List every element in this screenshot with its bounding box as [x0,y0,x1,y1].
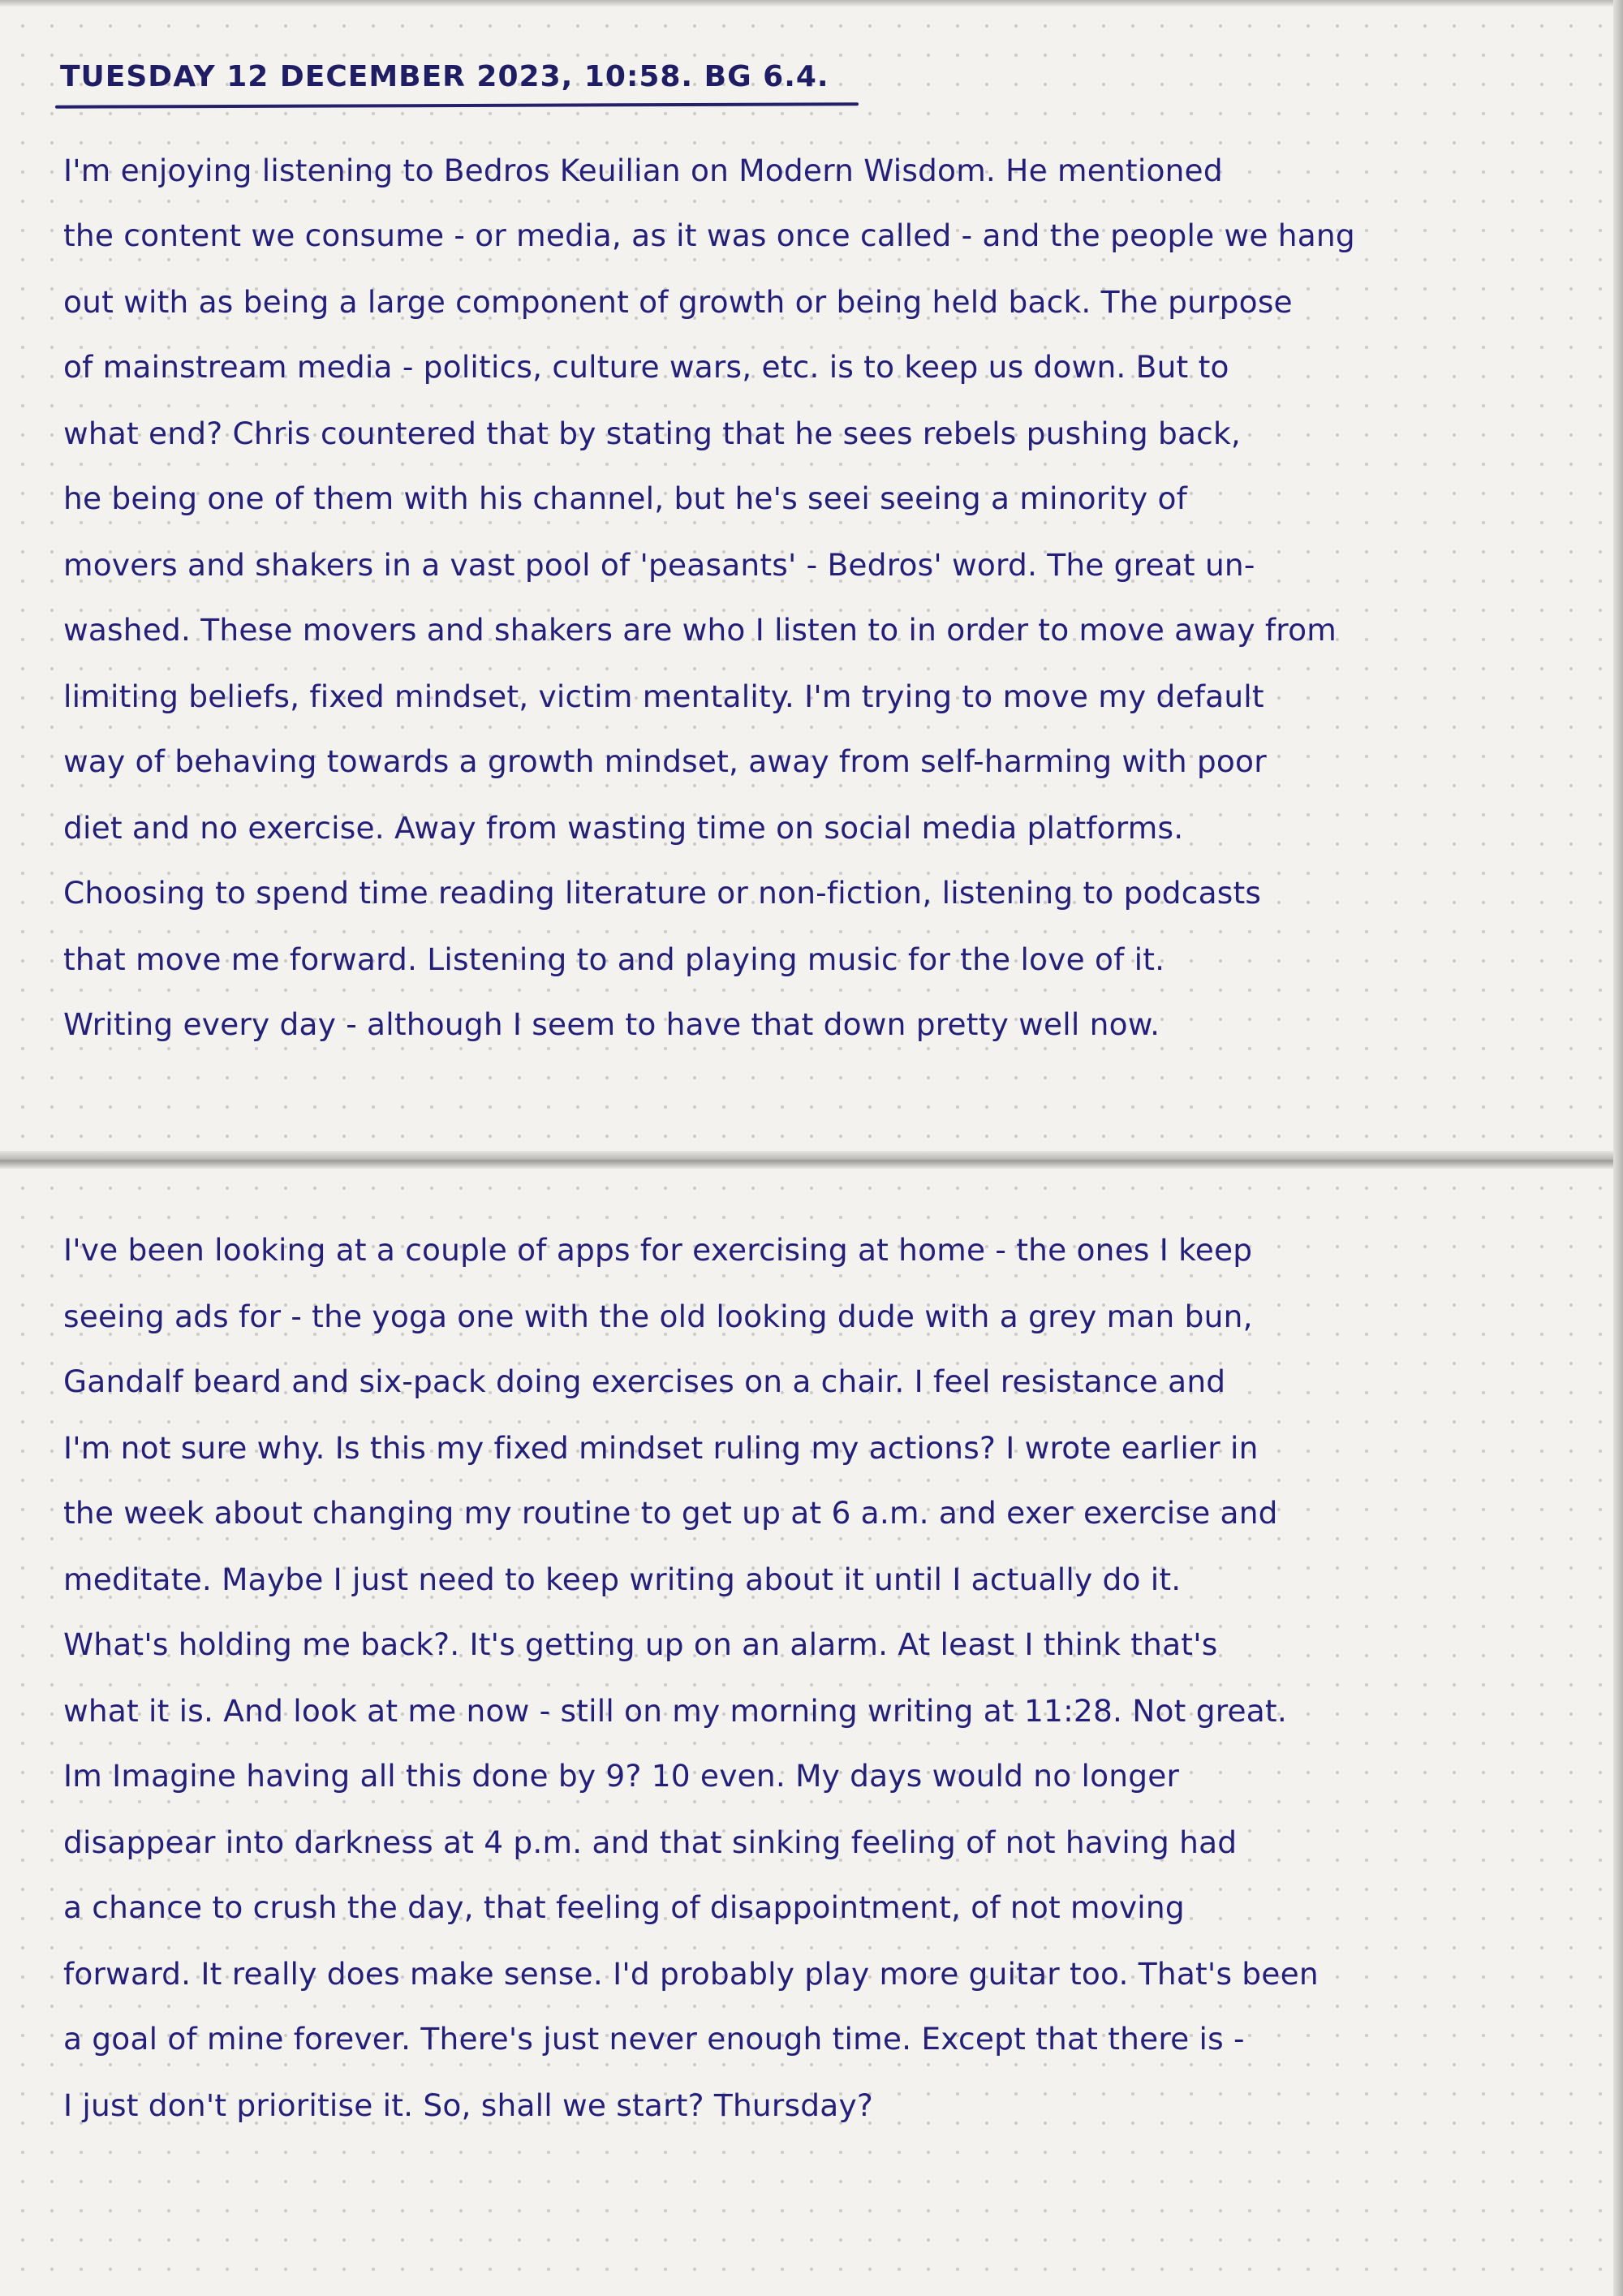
text-line: he being one of them with his channel, but he's seei seeing a minority of [63,480,1188,516]
text-line: diet and no exercise. Away from wasting time on social media platforms. [63,810,1184,846]
text-line: a chance to crush the day, that feeling of disappointment, of not moving [63,1889,1185,1925]
text-line: I'm not sure why. Is this my fixed mindset ruling my actions? I wrote earlier in [63,1430,1259,1466]
text-line: the content we consume - or media, as it was once called - and the people we hang [63,218,1355,253]
text-line: I just don't prioritise it. So, shall we start? Thursday? [63,2087,873,2123]
text-line: way of behaving towards a growth mindset, away from self-harming with poor [63,743,1267,779]
text-line: limiting beliefs, fixed mindset, victim mentality. I'm trying to move my default [63,678,1264,714]
text-line: Writing every day - although I seem to have that down pretty well now. [63,1006,1160,1042]
page-edge-right [1613,0,1623,2296]
text-line: that move me forward. Listening to and playing music for the love of it. [63,941,1165,977]
text-line: meditate. Maybe I just need to keep writing about it until I actually do it. [63,1562,1182,1597]
text-line: Choosing to spend time reading literature or non-fiction, listening to podcasts [63,875,1262,911]
text-line: washed. These movers and shakers are who I listen to in order to move away from [63,612,1337,648]
text-line: a goal of mine forever. There's just never enough time. Except that there is - [63,2021,1245,2057]
text-line: disappear into darkness at 4 p.m. and that sinking feeling of not having had [63,1824,1238,1860]
text-line: What's holding me back?. It's getting up on an alarm. At least I think that's [63,1626,1218,1662]
text-line: I've been looking at a couple of apps for exercising at home - the ones I keep [63,1232,1253,1268]
page-fold [0,1151,1623,1169]
text-line: the week about changing my routine to get up at 6 a.m. and exer exercise and [63,1495,1278,1531]
text-line: out with as being a large component of growth or being held back. The purpose [63,284,1293,320]
text-line: Im Imagine having all this done by 9? 10 even. My days would no longer [63,1758,1180,1794]
text-line: Gandalf beard and six-pack doing exercises on a chair. I feel resistance and [63,1363,1226,1399]
text-line: movers and shakers in a vast pool of 'peasants' - Bedros' word. The great un- [63,547,1255,583]
page-edge-top [0,0,1623,6]
text-line: forward. It really does make sense. I'd probably play more guitar too. That's been [63,1956,1319,1992]
text-line: of mainstream media - politics, culture wars, etc. is to keep us down. But to [63,349,1229,385]
text-line: what it is. And look at me now - still on my morning writing at 11:28. Not great. [63,1693,1287,1729]
text-line: I'm enjoying listening to Bedros Keuilian on Modern Wisdom. He mentioned [63,153,1223,188]
journal-date-header: TUESDAY 12 DECEMBER 2023, 10:58. BG 6.4. [60,60,829,93]
text-line: seeing ads for - the yoga one with the old looking dude with a grey man bun, [63,1299,1253,1334]
text-line: what end? Chris countered that by stating that he sees rebels pushing back, [63,416,1242,451]
